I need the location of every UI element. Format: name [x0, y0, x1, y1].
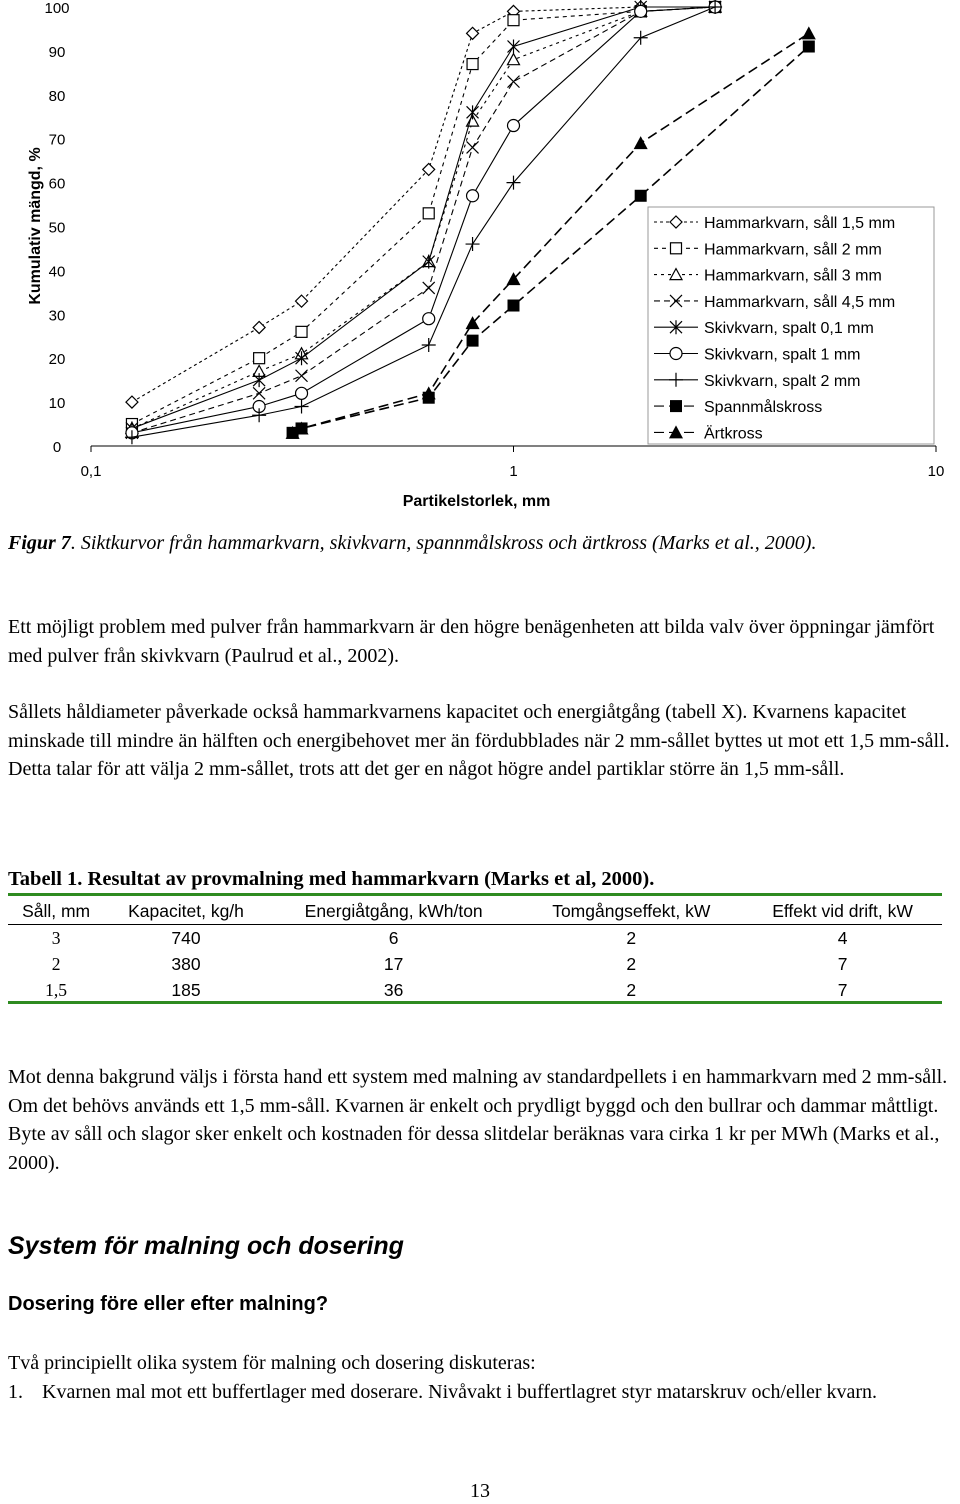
y-tick-label: 70	[48, 131, 66, 149]
table-cell: 7	[837, 953, 848, 974]
table-bottom-rule	[8, 1001, 942, 1004]
data-point-diamond	[467, 27, 479, 39]
legend-label: Skivkvarn, spalt 2 mm	[704, 372, 861, 390]
y-tick-label: 20	[48, 351, 66, 369]
legend-label: Skivkvarn, spalt 1 mm	[704, 346, 861, 364]
list-item-text: Kvarnen mal mot ett buffertlager med doserare. Nivåvakt i buffertlagret styr matarskruv och/eller kvarn.	[42, 1381, 878, 1403]
data-point-plus	[422, 338, 436, 352]
table-header-row	[8, 898, 942, 925]
table-cell: 7	[837, 979, 848, 1000]
y-tick-label: 60	[48, 175, 66, 193]
table-cell: 2	[51, 953, 61, 974]
series-line	[132, 7, 715, 433]
y-tick-label: 100	[44, 0, 70, 17]
table-cell: 380	[171, 953, 201, 974]
series-x	[126, 1, 721, 439]
data-point-x	[296, 370, 308, 382]
data-point-plus	[466, 237, 480, 251]
data-point-circle	[635, 5, 647, 17]
data-point-circle	[296, 387, 308, 399]
data-point-diamond	[126, 396, 138, 408]
data-point-triangle	[508, 54, 520, 65]
data-point-square	[254, 353, 265, 364]
sieve-curve-chart	[0, 0, 960, 520]
data-point-filled-triangle	[802, 26, 816, 39]
y-tick-label: 90	[48, 43, 66, 61]
data-point-star	[467, 105, 479, 119]
legend-label: Hammarkvarn, såll 3 mm	[704, 267, 882, 285]
series-line	[132, 7, 715, 437]
data-point-filled-square	[670, 400, 682, 412]
table-header: Energiåtgång, kWh/ton	[268, 898, 520, 925]
x-tick-label: 0,1	[80, 463, 102, 480]
y-tick-label: 30	[48, 307, 66, 325]
table-cell: 3	[51, 927, 61, 948]
table-row	[8, 925, 942, 952]
figure-caption	[8, 529, 953, 557]
y-tick-label: 80	[48, 87, 66, 105]
data-point-diamond	[296, 295, 308, 307]
data-point-circle	[423, 313, 435, 325]
table-header: Effekt vid drift, kW	[743, 898, 942, 925]
data-point-filled-square	[635, 190, 647, 202]
paragraph-4: Två principiellt olika system för malning och dosering diskuteras:	[8, 1352, 536, 1374]
table-row	[8, 977, 942, 1003]
table-cell: 1,5	[45, 979, 68, 1000]
x-tick-label: 1	[509, 463, 518, 480]
series-line	[132, 7, 715, 402]
section-heading: System för malning och dosering	[8, 1232, 404, 1260]
y-tick-label: 0	[52, 439, 62, 456]
table-row	[8, 951, 942, 977]
page-number: 13	[470, 1480, 490, 1502]
data-point-star	[423, 255, 435, 269]
table-cell: 17	[383, 953, 404, 974]
table-top-rule	[8, 893, 942, 896]
series-plus	[125, 0, 722, 444]
results-table	[8, 898, 942, 1003]
y-axis-title: Kumulativ mängd, %	[27, 147, 44, 305]
series-circle	[126, 1, 721, 439]
table-header: Kapacitet, kg/h	[104, 898, 268, 925]
table-cell: 2	[626, 953, 637, 974]
table-cell: 185	[171, 979, 201, 1000]
data-point-star	[253, 373, 265, 387]
data-point-square	[296, 326, 307, 337]
table-title: Tabell 1. Resultat av provmalning med hammarkvarn (Marks et al, 2000).	[8, 868, 655, 890]
data-point-plus	[295, 399, 309, 413]
legend-label: Hammarkvarn, såll 2 mm	[704, 241, 882, 259]
legend-label: Hammarkvarn, såll 4,5 mm	[704, 293, 896, 311]
data-point-x	[253, 387, 265, 399]
figure-caption-text: . Siktkurvor från hammarkvarn, skivkvarn, spannmålskross och ärtkross (Marks et al., 2000).	[70, 532, 817, 554]
data-point-square	[671, 243, 682, 254]
data-point-square	[467, 59, 478, 70]
data-point-circle	[508, 120, 520, 132]
data-point-filled-square	[508, 300, 520, 312]
legend-label: Skivkvarn, spalt 0,1 mm	[704, 320, 874, 338]
paragraph-2: Sållets håldiameter påverkade också hammarkvarnens kapacitet och energiåtgång (tabell X). Kvarnens kapacitet minskade till mindre än hälften och energibehovet mer än fördubblades när 2 mm-sållet byttes ut mot ett 1,5 mm-såll. Detta talar för att välja 2 mm-sållet, trots att det ger en något högre andel partiklar större än 1,5 mm-såll.	[8, 701, 950, 780]
data-point-circle	[670, 348, 682, 360]
legend-label: Ärtkross	[704, 425, 763, 443]
series-line	[132, 7, 715, 433]
y-tick-label: 40	[48, 263, 66, 281]
data-point-circle	[467, 190, 479, 202]
y-tick-label: 50	[48, 219, 66, 237]
data-point-filled-square	[467, 335, 479, 347]
legend-label: Hammarkvarn, såll 1,5 mm	[704, 215, 896, 232]
table-cell: 2	[626, 927, 637, 948]
table-cell: 4	[837, 927, 848, 948]
data-point-filled-square	[803, 41, 815, 53]
list-item-number: 1.	[8, 1381, 23, 1403]
legend-label: Spannmålskross	[704, 399, 823, 417]
figure-caption-label: Figur 7	[8, 532, 71, 554]
data-point-square	[508, 15, 519, 26]
y-tick-label: 10	[48, 395, 66, 413]
x-tick-label: 10	[927, 463, 945, 480]
table-cell: 740	[171, 927, 201, 948]
table-header: Tomgångseffekt, kW	[519, 898, 743, 925]
data-point-x	[423, 282, 435, 294]
paragraph-3: Mot denna bakgrund väljs i första hand ett system med malning av standardpellets i en hammarkvarn med 2 mm-såll. Om det behövs används ett 1,5 mm-såll. Kvarnen är enkelt och prydligt byggd och den bullrar och dammar måttligt. Byte av såll och slagor sker enkelt och kostnaden för dessa slitdelar beräknas vara cirka 1 kr per MWh (Marks et al., 2000).	[8, 1066, 948, 1174]
data-point-x	[467, 141, 479, 153]
data-point-filled-triangle	[634, 136, 648, 149]
subsection-heading: Dosering före eller efter malning?	[8, 1293, 329, 1315]
table-cell: 2	[626, 979, 637, 1000]
data-point-square	[423, 208, 434, 219]
series-square	[126, 2, 720, 430]
x-axis-title: Partikelstorlek, mm	[402, 493, 551, 510]
data-point-star	[508, 40, 520, 54]
data-point-diamond	[253, 321, 265, 333]
paragraph-1: Ett möjligt problem med pulver från hammarkvarn är den högre benägenheten att bilda valv över öppningar jämfört med pulver från skivkvarn (Paulrud et al., 2002).	[8, 616, 935, 667]
table-cell: 36	[383, 979, 404, 1000]
table-header: Såll, mm	[8, 898, 104, 925]
data-point-x	[508, 76, 520, 88]
table-cell: 6	[388, 927, 399, 948]
